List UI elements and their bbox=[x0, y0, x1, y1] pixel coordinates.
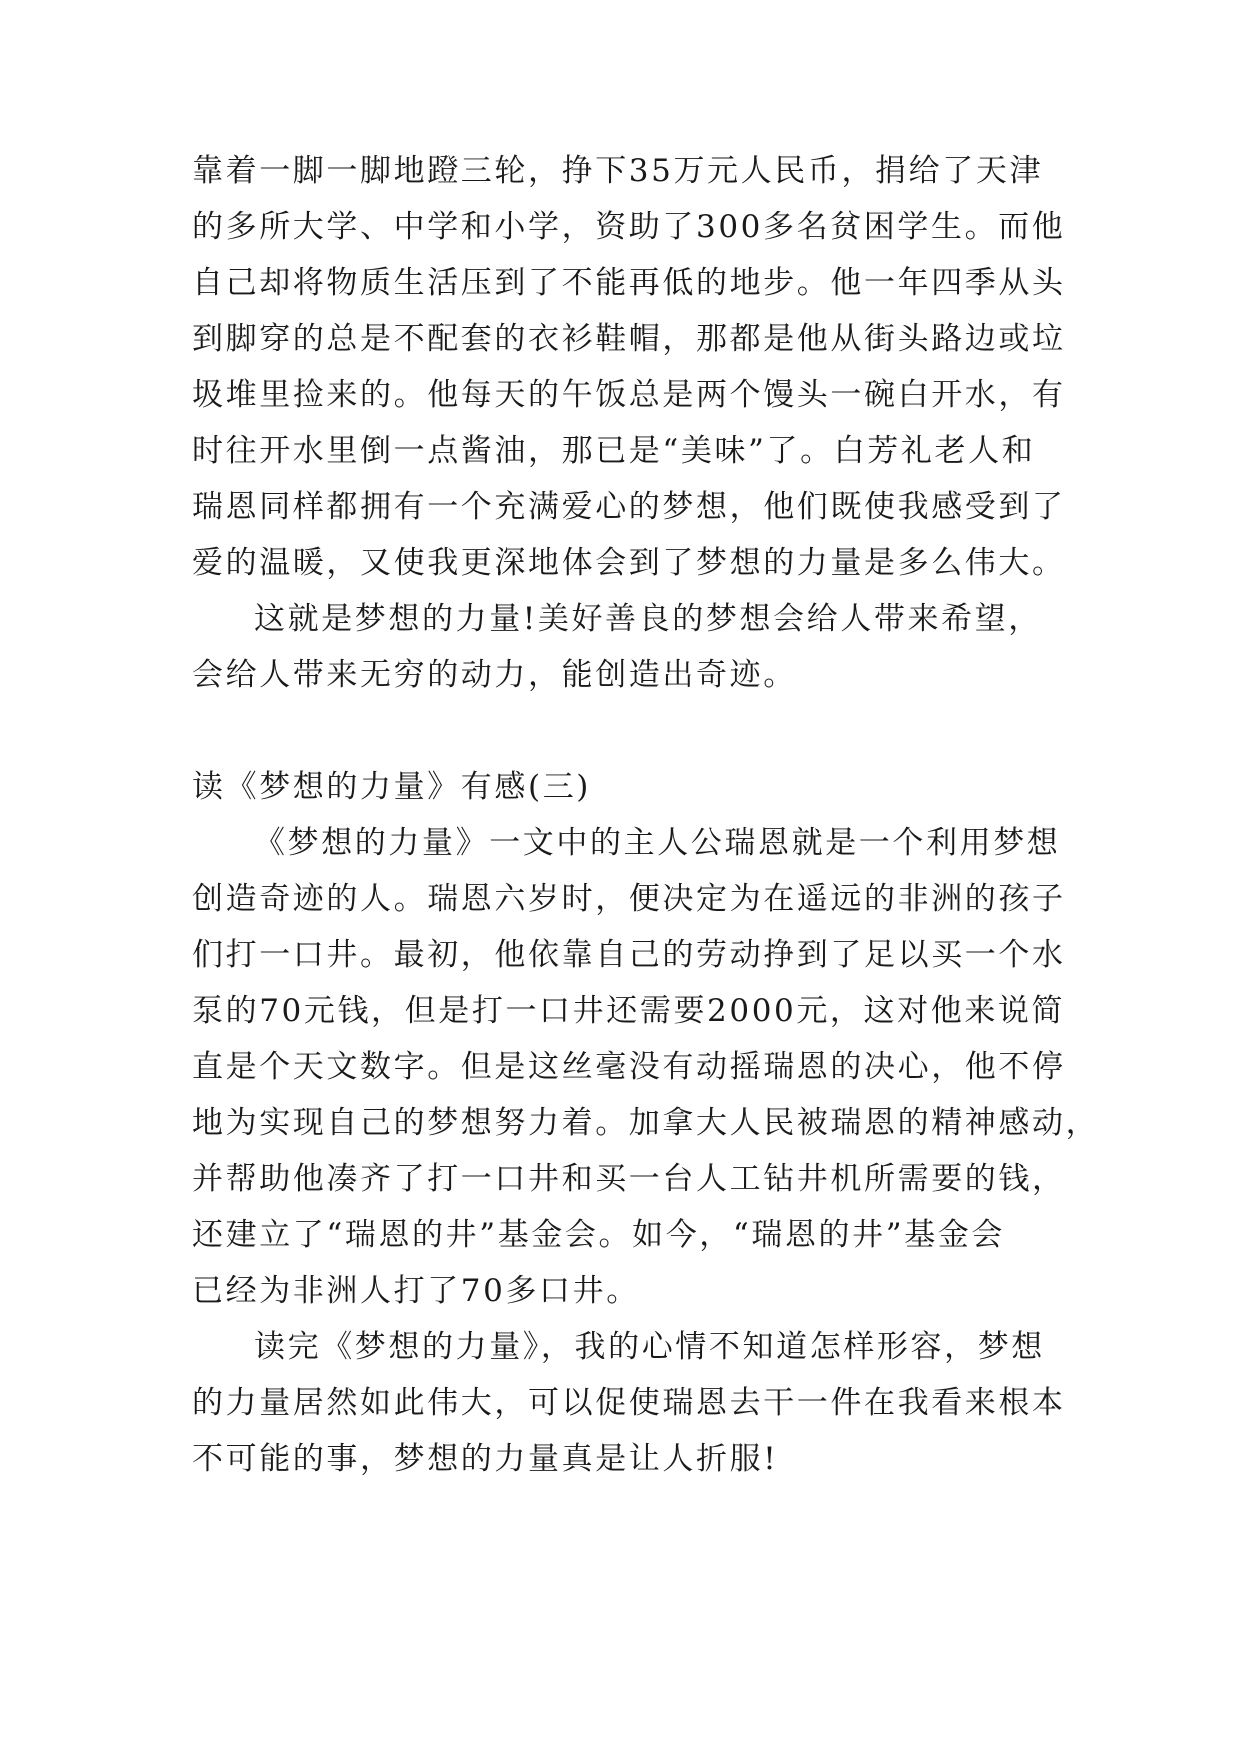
text-line: 瑞恩同样都拥有一个充满爱心的梦想，他们既使我感受到了 bbox=[192, 489, 1066, 525]
section-title: 读《梦想的力量》有感(三) bbox=[192, 769, 591, 805]
text-line: 并帮助他凑齐了打一口井和买一台人工钻井机所需要的钱， bbox=[192, 1161, 1066, 1197]
text-line: 已经为非洲人打了70多口井。 bbox=[192, 1273, 640, 1309]
text-line: 这就是梦想的力量!美好善良的梦想会给人带来希望， bbox=[254, 601, 1042, 637]
text-line: 的力量居然如此伟大，可以促使瑞恩去干一件在我看来根本 bbox=[192, 1385, 1066, 1421]
text-line: 泵的70元钱，但是打一口井还需要2000元，这对他来说简 bbox=[192, 993, 1066, 1029]
text-line: 圾堆里捡来的。他每天的午饭总是两个馒头一碗白开水，有 bbox=[192, 377, 1066, 413]
text-line: 到脚穿的总是不配套的衣衫鞋帽，那都是他从街头路边或垃 bbox=[192, 321, 1066, 357]
text-line: 创造奇迹的人。瑞恩六岁时，便决定为在遥远的非洲的孩子 bbox=[192, 881, 1066, 917]
text-line: 不可能的事，梦想的力量真是让人折服! bbox=[192, 1441, 779, 1477]
text-line: 《梦想的力量》一文中的主人公瑞恩就是一个利用梦想 bbox=[254, 825, 1061, 861]
text-line: 的多所大学、中学和小学，资助了300多名贫困学生。而他 bbox=[192, 209, 1066, 245]
text-line: 直是个天文数字。但是这丝毫没有动摇瑞恩的决心，他不停 bbox=[192, 1049, 1066, 1085]
text-line: 自己却将物质生活压到了不能再低的地步。他一年四季从头 bbox=[192, 265, 1066, 301]
text-line: 地为实现自己的梦想努力着。加拿大人民被瑞恩的精神感动， bbox=[192, 1105, 1100, 1141]
text-line: 会给人带来无穷的动力，能创造出奇迹。 bbox=[192, 657, 797, 693]
text-line: 爱的温暖，又使我更深地体会到了梦想的力量是多么伟大。 bbox=[192, 545, 1066, 581]
text-line: 靠着一脚一脚地蹬三轮，挣下35万元人民币，捐给了天津 bbox=[192, 153, 1044, 189]
text-line: 们打一口井。最初，他依靠自己的劳动挣到了足以买一个水 bbox=[192, 937, 1066, 973]
text-line: 还建立了“瑞恩的井”基金会。如今，“瑞恩的井”基金会 bbox=[192, 1217, 1005, 1253]
text-line: 时往开水里倒一点酱油，那已是“美味”了。白芳礼老人和 bbox=[192, 433, 1036, 469]
text-line: 读完《梦想的力量》，我的心情不知道怎样形容，梦想 bbox=[254, 1329, 1045, 1365]
